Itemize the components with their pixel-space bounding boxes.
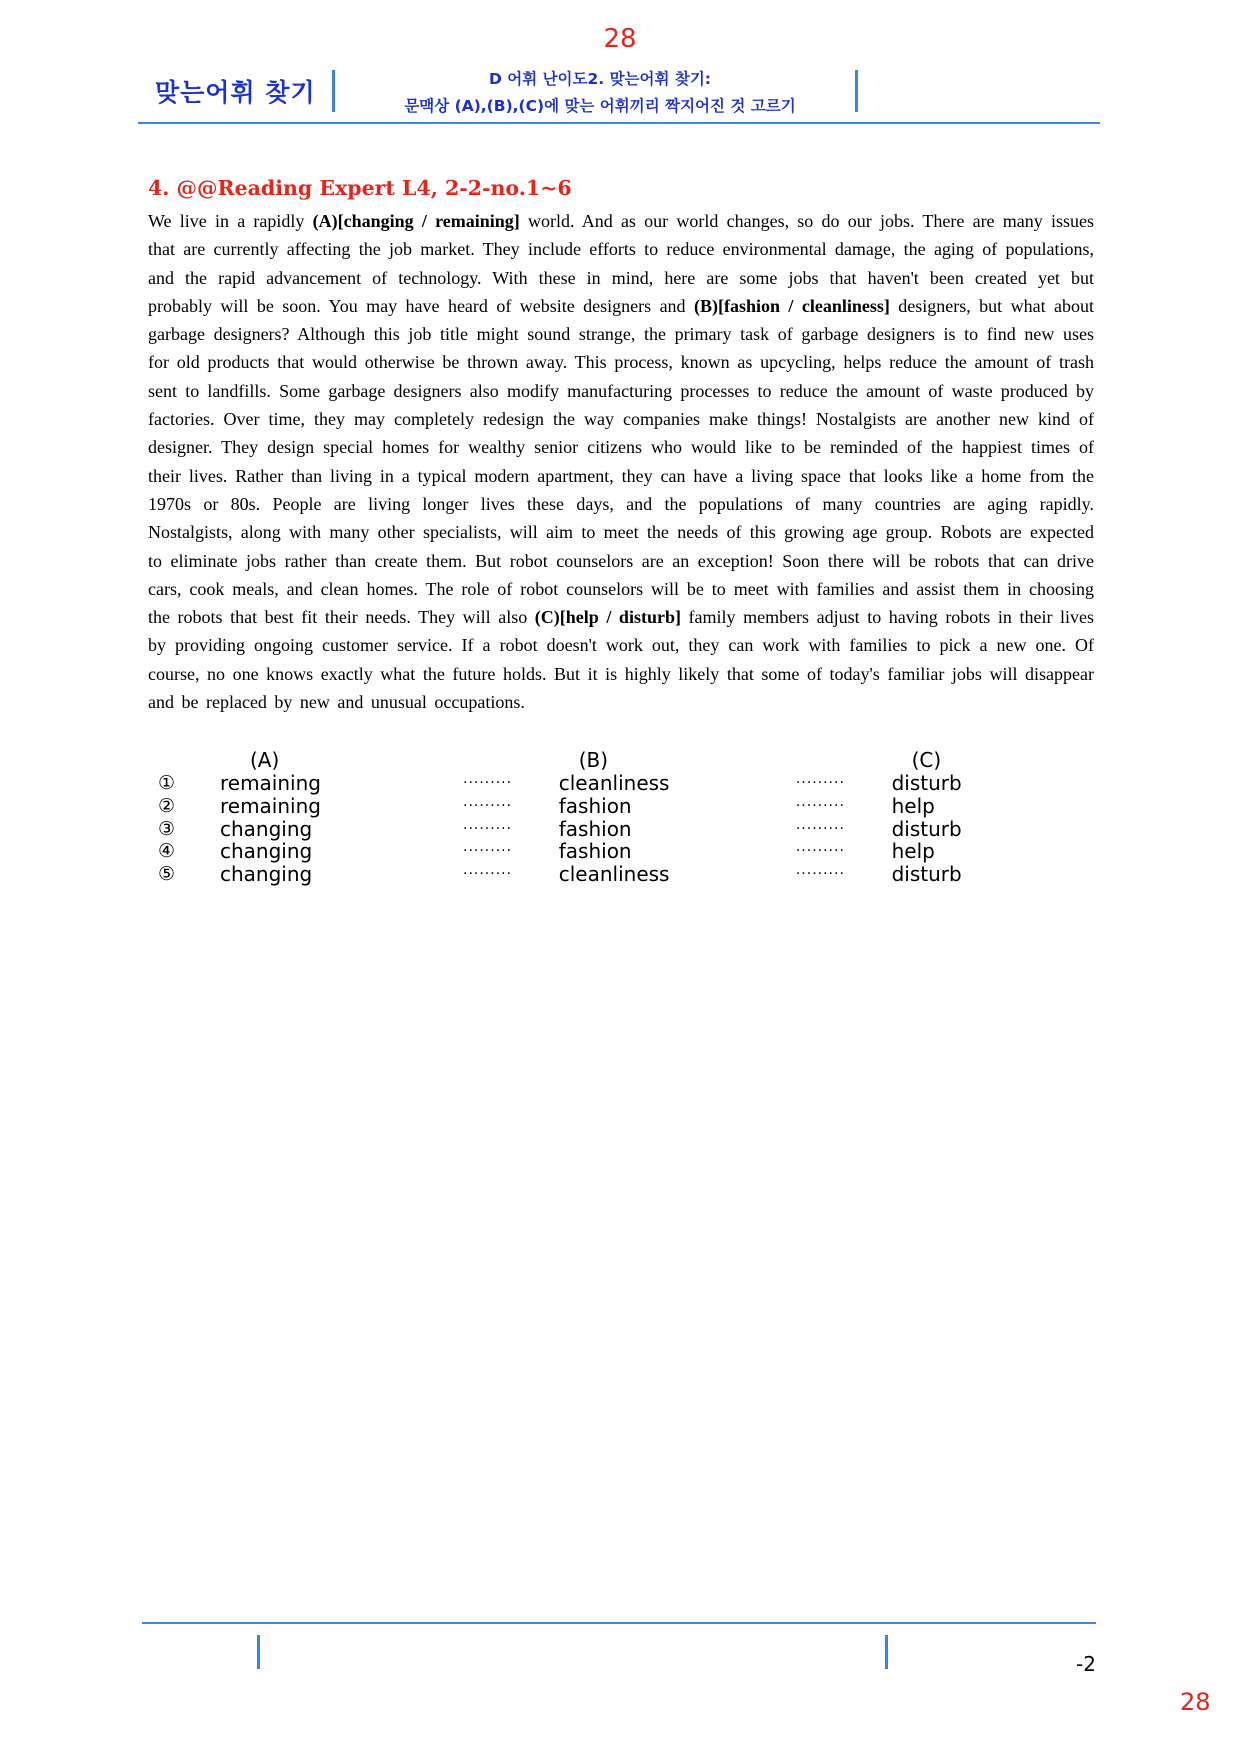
choice-separator: ········· [795, 820, 845, 837]
footer-rule [142, 1622, 1096, 1624]
footer-divider-right [885, 1635, 888, 1669]
choice-b: fashion [558, 839, 632, 864]
choice-c: help [891, 839, 935, 864]
footer-page-label: -2 [1076, 1652, 1096, 1676]
choices-header-row [148, 748, 1094, 772]
passage-text-1: We live in a rapidly [148, 211, 313, 231]
choice-a: changing [219, 862, 313, 887]
choice-c: help [891, 793, 935, 818]
passage-text-3: designers, but what about garbage designers? Although this job title might sound strange, the primary task of garbage designers is to find new uses for old products that would otherwise be thrown away. This process, known as upcycling, helps reduce the amount of trash sent to landfills. Some garbage designers also modify manufacturing processes to reduce the amount of waste produced by factories. Over time, they may completely redesign the way companies make things! Nostalgists are another new kind of designer. They design special homes for wealthy senior citizens who would like to be reminded of the happiest times of their lives. Rather than living in a typical modern apartment, they can have a living space that looks like a home from the 1970s or 80s. People are living longer lives these days, and the populations of many countries are aging rapidly. Nostalgists, along with many other specialists, will aim to meet the needs of this growing age group. Robots are expected to eliminate jobs rather than create them. But robot counselors are an exception! Soon there will be robots that can drive cars, cook meals, and clean homes. The role of robot counselors will be to meet with families and assist them in choosing the robots that best fit their needs. They will also [148, 295, 1094, 628]
question-title: 4. @@Reading Expert L4, 2-2-no.1~6 [148, 176, 572, 200]
header-subtitle-line2: 문맥상 (A),(B),(C)에 맞는 어휘끼리 짝지어진 것 고르기 [404, 97, 796, 115]
header-subtitle [345, 66, 855, 120]
passage-text-2: world. And as our world changes, so do our jobs. There are many issues that are currently affecting the job market. They include efforts to reduce environmental damage, the aging of populations, and the rapid advancement of technology. With these in mind, here are some jobs that haven't been created yet but probably will be soon. You may have heard of website designers and [148, 211, 1094, 316]
answer-choices [148, 748, 1094, 886]
choice-separator: ········· [795, 775, 845, 791]
header-divider-right [855, 70, 858, 112]
choice-number: ③ [158, 817, 176, 840]
choice-separator: ········· [795, 866, 845, 883]
choice-row-3[interactable] [148, 818, 1094, 841]
header-b: (B) [578, 747, 609, 772]
choice-b: cleanliness [558, 862, 670, 887]
header-c: (C) [911, 747, 942, 772]
choice-separator: ········· [463, 775, 513, 791]
header-subtitle-line1: D 어휘 난이도2. 맞는어휘 찾기: [488, 70, 712, 88]
choice-row-2[interactable] [148, 795, 1094, 818]
header-rule [138, 122, 1100, 124]
choice-separator: ········· [795, 797, 845, 814]
choice-separator: ········· [463, 866, 513, 883]
choice-number: ④ [158, 840, 176, 863]
blank-b: (B)[fashion / cleanliness] [693, 295, 890, 316]
choice-row-5[interactable] [148, 863, 1094, 886]
header-title: 맞는어휘 찾기 [155, 78, 316, 107]
choice-number: ② [158, 794, 176, 817]
page-number-bottom: 28 [1180, 1688, 1211, 1716]
choice-row-4[interactable] [148, 840, 1094, 863]
choice-c: disturb [891, 816, 962, 841]
choices-table [148, 748, 1094, 886]
choice-separator: ········· [795, 843, 845, 860]
blank-c: (C)[help / disturb] [534, 607, 681, 628]
choice-separator: ········· [463, 843, 513, 860]
blank-a: (A)[changing / remaining] [312, 211, 520, 231]
passage-text-4: family members adjust to having robots in their lives by providing ongoing customer service. If a robot doesn't work out, they can work with families to pick a new one. Of course, no one knows exactly what the future holds. But it is highly likely that some of today's familiar jobs will disappear and be replaced by new and unusual occupations. [148, 607, 1095, 713]
choice-b: cleanliness [558, 771, 670, 795]
choice-number: ⑤ [158, 863, 176, 886]
choice-separator: ········· [463, 820, 513, 837]
choice-b: fashion [558, 816, 632, 841]
choice-row-1[interactable] [148, 772, 1094, 795]
page-number-top: 28 [603, 24, 637, 54]
header-divider-left [332, 70, 335, 112]
choice-a: remaining [219, 771, 321, 795]
choice-c: disturb [891, 862, 962, 887]
choice-b: fashion [558, 793, 632, 818]
choice-a: changing [219, 839, 313, 864]
header-a: (A) [249, 747, 280, 772]
choice-a: remaining [219, 793, 321, 818]
choice-separator: ········· [463, 797, 513, 814]
choice-a: changing [219, 816, 313, 841]
choice-number: ① [158, 772, 176, 794]
passage [148, 207, 1094, 716]
footer-divider-left [257, 1635, 260, 1669]
choice-c: disturb [891, 771, 962, 795]
